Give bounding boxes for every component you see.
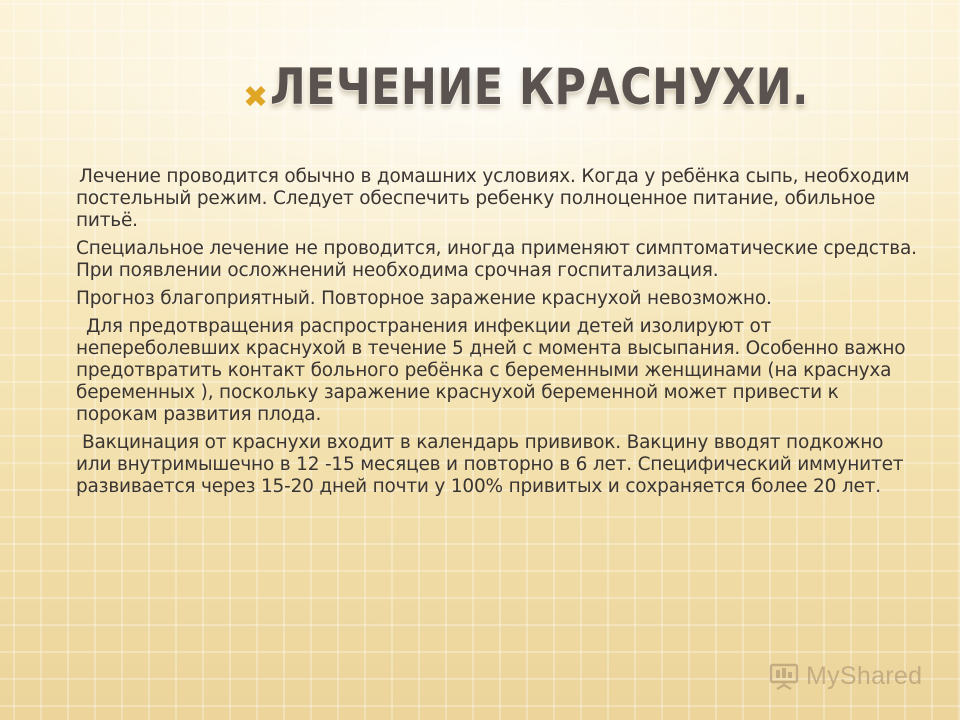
paragraph-treatment: Лечение проводится обычно в домашних условиях. Когда у ребёнка сыпь, необходим постельный режим. Следует обеспечить ребенку полноценное питание, обильное питьё. xyxy=(76,166,910,231)
slide-body xyxy=(76,166,921,504)
watermark-text: MyShared xyxy=(806,661,923,690)
slide-title: ЛЕЧЕНИЕ КРАСНУХИ. xyxy=(270,58,809,116)
paragraph-prognosis: Прогноз благоприятный. Повторное заражение краснухой невозможно. xyxy=(76,288,772,309)
title-marker-icon: ✖ xyxy=(243,80,269,115)
paragraph-special-treatment: Специальное лечение не проводится, иногда применяют симптоматические средства. При появлении осложнений необходима срочная госпитализация. xyxy=(76,238,917,281)
watermark xyxy=(768,660,922,692)
paragraph-prevention: Для предотвращения распространения инфекции детей изолируют от непереболевших краснухой в течение 5 дней с момента высыпания. Особенно важно предотвратить контакт больного ребёнка с беременными женщинами (на краснуха беременных ), поскольку заражение краснухой беременной может привести к порокам развития плода. xyxy=(76,316,906,425)
paragraph-vaccination: Вакцинация от краснухи входит в календарь прививок. Вакцину вводят подкожно или внутримышечно в 12 -15 месяцев и повторно в 6 лет. Специфический иммунитет развивается через 15-20 дней почти у 100% привитых и сохраняется более 20 лет. xyxy=(76,432,904,497)
presentation-board-icon xyxy=(768,660,800,692)
